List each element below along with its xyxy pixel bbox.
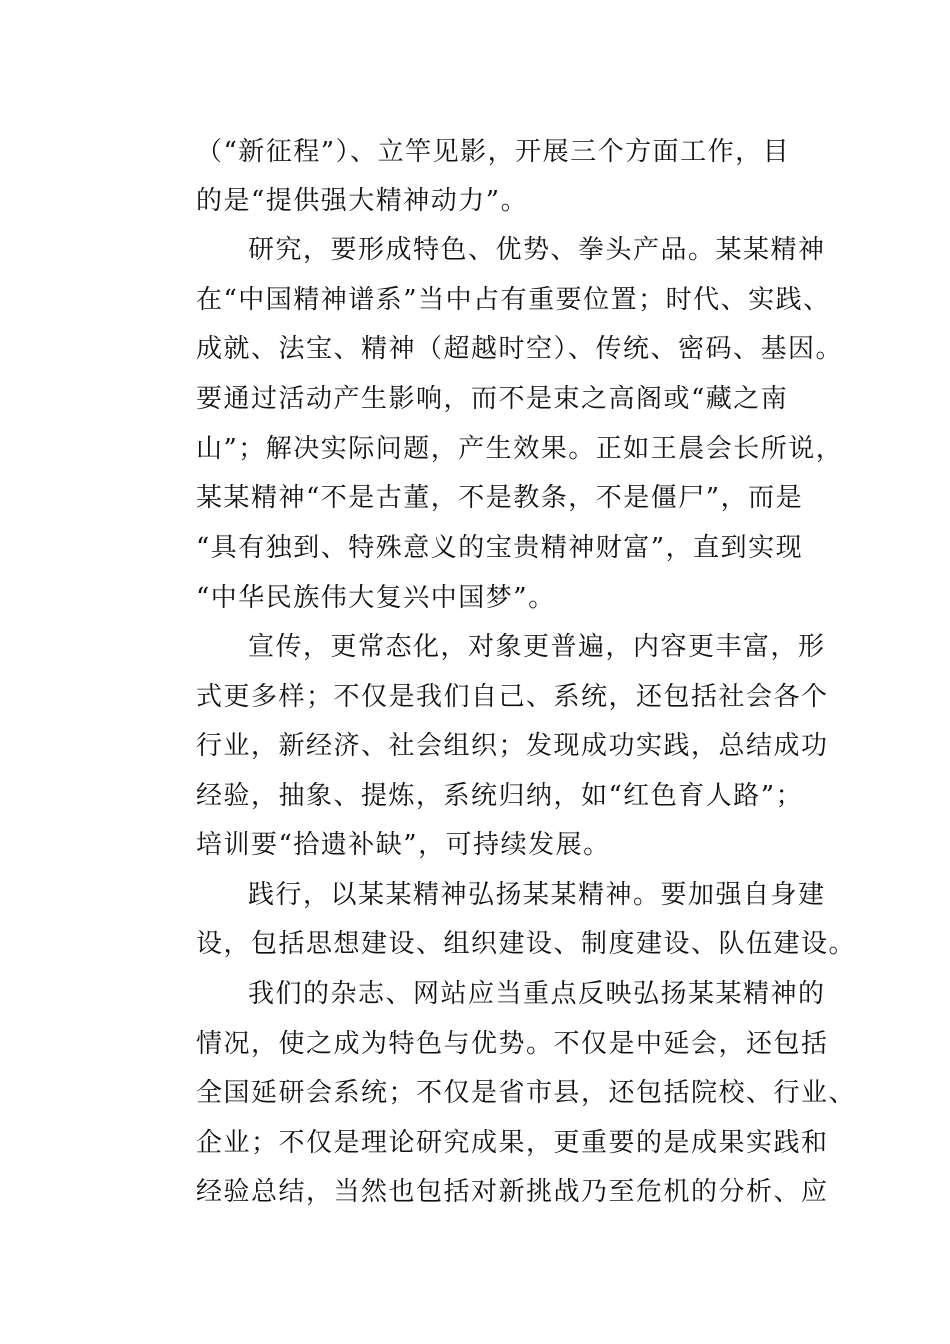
text-line: 某某精神“不是古董，不是教条，不是僵尸”，而是 — [196, 483, 804, 513]
text-line: 的是“提供强大精神动力”。 — [196, 186, 529, 216]
text-line: 要通过活动产生影响，而不是束之高阁或“藏之南 — [196, 384, 789, 414]
paragraph-publicity-start: 宣传，更常态化，对象更普遍，内容更丰富，形 — [248, 632, 826, 662]
text-line: “具有独到、特殊意义的宝贵精神财富”，直到实现 — [196, 533, 804, 563]
text-line: 全国延研会系统；不仅是省市县，还包括院校、行业、 — [196, 1078, 857, 1108]
paragraph-media-start: 我们的杂志、网站应当重点反映弘扬某某精神的 — [248, 979, 826, 1009]
text-line: 行业，新经济、社会组织；发现成功实践，总结成功 — [196, 731, 829, 761]
text-line: 经验总结，当然也包括对新挑战乃至危机的分析、应 — [196, 1177, 829, 1207]
text-line: 情况，使之成为特色与优势。不仅是中延会，还包括 — [196, 1029, 829, 1059]
text-line: 经验，抽象、提炼，系统归纳，如“红色育人路”； — [196, 781, 804, 811]
text-line: 式更多样；不仅是我们自己、系统，还包括社会各个 — [196, 682, 829, 712]
text-line: 在“中国精神谱系”当中占有重要位置；时代、实践、 — [196, 285, 831, 315]
text-line: 成就、法宝、精神（超越时空）、传统、密码、基因。 — [196, 334, 844, 364]
text-line: “中华民族伟大复兴中国梦”。 — [196, 583, 556, 613]
paragraph-practice-start: 践行，以某某精神弘扬某某精神。要加强自身建 — [248, 880, 826, 910]
text-line: （“新征程”）、立竿见影，开展三个方面工作，目 — [196, 137, 791, 167]
text-line: 山”；解决实际问题，产生效果。正如王晨会长所说， — [196, 434, 844, 464]
text-line: 培训要“拾遗补缺”，可持续发展。 — [196, 830, 611, 860]
paragraph-research-start: 研究，要形成特色、优势、拳头产品。某某精神 — [248, 235, 826, 265]
text-line: 设，包括思想建设、组织建设、制度建设、队伍建设。 — [196, 929, 857, 959]
text-line: 企业；不仅是理论研究成果，更重要的是成果实践和 — [196, 1128, 829, 1158]
